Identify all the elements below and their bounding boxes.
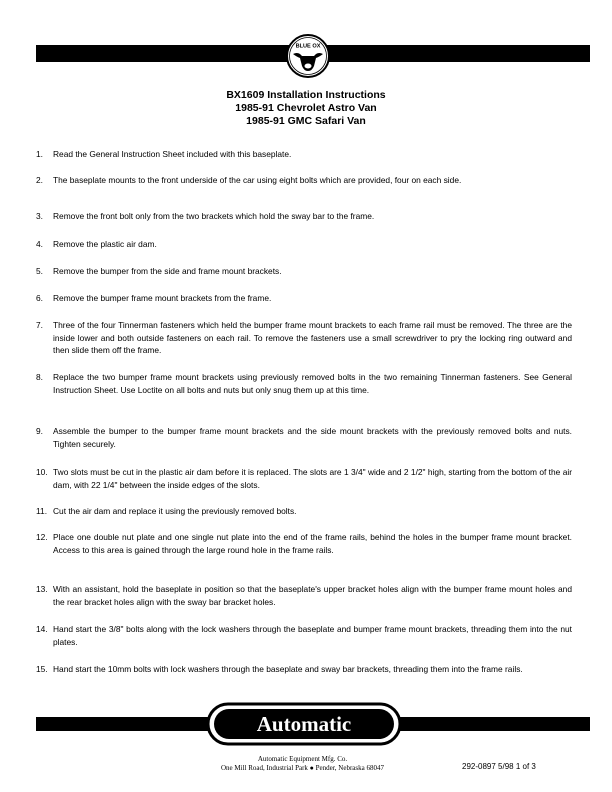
- step-text: Cut the air dam and replace it using the previously removed bolts.: [53, 506, 297, 516]
- step-text: The baseplate mounts to the front underside of the car using eight bolts which are provided, four on each side.: [53, 175, 462, 185]
- step-text: Assemble the bumper to the bumper frame mount brackets and the side mount brackets with the previously removed bolts and nuts. Tighten securely.: [53, 426, 572, 449]
- step-item: [36, 265, 572, 278]
- step-number: 15.: [36, 664, 48, 674]
- step-item: [36, 148, 572, 161]
- vehicle-line-1: 1985-91 Chevrolet Astro Van: [235, 102, 377, 114]
- step-text: Remove the bumper frame mount brackets from the frame.: [53, 293, 272, 303]
- document-title: BX1609 Installation Instructions: [226, 89, 386, 101]
- step-number: 2.: [36, 175, 43, 185]
- step-number: 12.: [36, 532, 48, 542]
- step-text: Hand start the 10mm bolts with lock washers through the baseplate and sway bar brackets, threading them into the frame rails.: [53, 664, 523, 674]
- step-item: [36, 238, 572, 251]
- step-item: [36, 210, 572, 223]
- step-text: Place one double nut plate and one single nut plate into the end of the frame rails, behind the holes in the bumper frame mount bracket. Access to this area is gained through the large round hole in the frame rails.: [53, 532, 572, 555]
- step-number: 9.: [36, 426, 43, 436]
- step-item: [36, 292, 572, 305]
- step-number: 3.: [36, 211, 43, 221]
- step-text: With an assistant, hold the baseplate in position so that the baseplate's upper bracket holes align with the bumper frame mount holes and the rear bracket holes align with the sway bar bracket holes.: [53, 584, 572, 607]
- step-text: Two slots must be cut in the plastic air dam before it is replaced. The slots are 1 3/4" wide and 2 1/2" high, starting from the bottom of the air dam, with 22 1/4" between the inside edges of the slots.: [53, 467, 572, 490]
- step-item: [36, 663, 572, 676]
- step-text: Read the General Instruction Sheet included with this baseplate.: [53, 149, 292, 159]
- company-info: [150, 755, 455, 773]
- step-item: [36, 371, 572, 396]
- company-address: One Mill Road, Industrial Park ● Pender, Nebraska 68047: [221, 764, 384, 772]
- step-number: 7.: [36, 320, 43, 330]
- automatic-logo: [206, 702, 402, 746]
- step-text: Remove the plastic air dam.: [53, 239, 157, 249]
- step-item: [36, 174, 572, 187]
- step-item: [36, 583, 572, 608]
- step-text: Three of the four Tinnerman fasteners which held the bumper frame mount brackets to each frame rail must be removed. The three are the inside lower and both outside fasteners on each rail. To remove the fasteners use a small screwdriver to pry the locking ring outward and then slide them off the frame.: [53, 320, 572, 356]
- step-number: 13.: [36, 584, 48, 594]
- title-block: [0, 89, 612, 128]
- step-number: 8.: [36, 372, 43, 382]
- step-item: [36, 505, 572, 518]
- vehicle-line-2: 1985-91 GMC Safari Van: [246, 115, 366, 127]
- step-number: 10.: [36, 467, 48, 477]
- step-number: 14.: [36, 624, 48, 634]
- step-text: Remove the bumper from the side and frame mount brackets.: [53, 266, 282, 276]
- company-name: Automatic Equipment Mfg. Co.: [257, 755, 348, 763]
- step-item: [36, 623, 572, 648]
- step-item: [36, 319, 572, 357]
- step-item: [36, 466, 572, 491]
- step-number: 1.: [36, 149, 43, 159]
- step-number: 11.: [36, 506, 48, 516]
- brand-text: Automatic: [256, 712, 352, 736]
- step-text: Remove the front bolt only from the two brackets which hold the sway bar to the frame.: [53, 211, 375, 221]
- step-number: 4.: [36, 239, 43, 249]
- logo-text: BLUE OX: [295, 43, 321, 50]
- step-text: Replace the two bumper frame mount brackets using previously removed bolts in the two remaining Tinnerman fasteners. See General Instruction Sheet. Use Loctite on all bolts and nuts but only snug them up at this time.: [53, 372, 572, 395]
- step-item: [36, 425, 572, 450]
- step-number: 6.: [36, 293, 43, 303]
- step-text: Hand start the 3/8" bolts along with the lock washers through the baseplate and bumper frame mount brackets, threading them into the nut plates.: [53, 624, 572, 647]
- document-reference: 292-0897 5/98 1 of 3: [462, 762, 536, 771]
- blue-ox-logo: [285, 33, 331, 79]
- step-item: [36, 531, 572, 556]
- step-number: 5.: [36, 266, 43, 276]
